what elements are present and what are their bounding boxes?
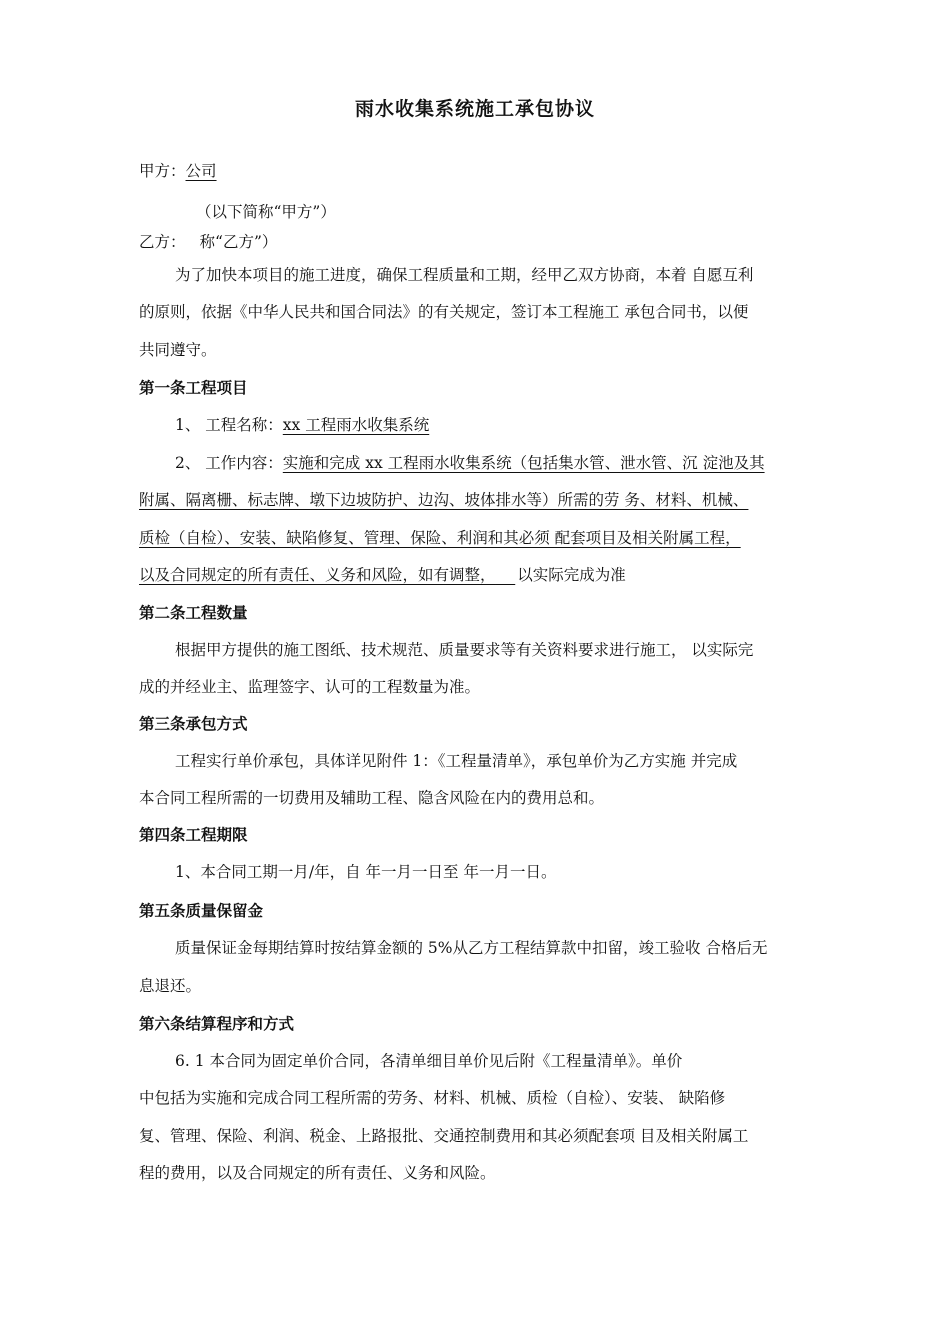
work-content-line: 以及合同规定的所有责任、义务和风险，如有调整， xyxy=(139,566,496,584)
article-1-item-2 xyxy=(175,453,765,473)
document-title: 雨水收集系统施工承包协议 xyxy=(354,98,595,120)
article-4-heading: 第四条工程期限 xyxy=(139,826,248,844)
preamble-line: 共同遵守。 xyxy=(139,341,217,359)
work-content-last-line xyxy=(139,565,626,585)
work-content-line: 实施和完成 xx 工程雨水收集系统（包括集水管、泄水管、沉 淀池及其 xyxy=(282,454,765,472)
article-5-heading: 第五条质量保留金 xyxy=(139,902,264,920)
preamble-line: 为了加快本项目的施工进度，确保工程质量和工期，经甲乙双方协商，本着 自愿互利 xyxy=(175,266,754,284)
article-1-item-1 xyxy=(175,415,429,435)
item-label: 2、 工作内容： xyxy=(175,454,283,472)
article-6-heading: 第六条结算程序和方式 xyxy=(139,1015,295,1033)
work-content-line: 附属、隔离栅、标志牌、墩下边坡防护、边沟、坡体排水等）所需的劳 务、材料、机械、 xyxy=(139,491,749,509)
article-3-line: 本合同工程所需的一切费用及辅助工程、隐含风险在内的费用总和。 xyxy=(139,789,605,807)
party-a-name: 公司 xyxy=(185,162,217,180)
party-b-label: 乙方： xyxy=(139,233,186,251)
article-4-line: 1、本合同工期一月/年，自 年一月一日至 年一月一日。 xyxy=(175,863,557,881)
article-2-line: 根据甲方提供的施工图纸、技术规范、质量要求等有关资料要求进行施工， 以实际完 xyxy=(175,641,754,659)
article-2-line: 成的并经业主、监理签字、认可的工程数量为准。 xyxy=(139,678,481,696)
party-b-alias: 称“乙方”） xyxy=(199,233,278,251)
article-3-heading: 第三条承包方式 xyxy=(139,715,248,733)
article-1-heading: 第一条工程项目 xyxy=(139,379,248,397)
article-6-line: 程的费用，以及合同规定的所有责任、义务和风险。 xyxy=(139,1164,496,1182)
project-name: xx 工程雨水收集系统 xyxy=(282,416,430,434)
article-5-line: 息退还。 xyxy=(139,977,202,995)
article-6-line: 复、管理、保险、利润、税金、上路报批、交通控制费用和其必须配套项 目及相关附属工 xyxy=(139,1127,749,1145)
preamble-line: 的原则，依据《中华人民共和国合同法》的有关规定，签订本工程施工 承包合同书，以便 xyxy=(139,303,749,321)
work-content-tail: 以实际完成为准 xyxy=(517,566,626,584)
party-a-alias: （以下简称“甲方”） xyxy=(196,203,336,221)
item-label: 1、 工程名称： xyxy=(175,416,283,434)
article-5-line: 质量保证金每期结算时按结算金额的 5%从乙方工程结算款中扣留，竣工验收 合格后无 xyxy=(175,939,768,957)
article-6-line: 中包括为实施和完成合同工程所需的劳务、材料、机械、质检（自检）、安装、 缺陷修 xyxy=(139,1089,726,1107)
work-content-line: 质检（自检）、安装、缺陷修复、管理、保险、利润和其必须 配套项目及相关附属工程， xyxy=(139,529,741,547)
article-3-line: 工程实行单价承包，具体详见附件 1：《工程量清单》，承包单价为乙方实施 并完成 xyxy=(175,752,738,770)
party-b-line xyxy=(139,232,277,252)
article-6-line: 6. 1 本合同为固定单价合同，各清单细目单价见后附《工程量清单》。单价 xyxy=(175,1052,683,1070)
article-2-heading: 第二条工程数量 xyxy=(139,604,248,622)
party-a-label: 甲方： xyxy=(139,162,186,180)
party-a-line xyxy=(139,161,217,181)
